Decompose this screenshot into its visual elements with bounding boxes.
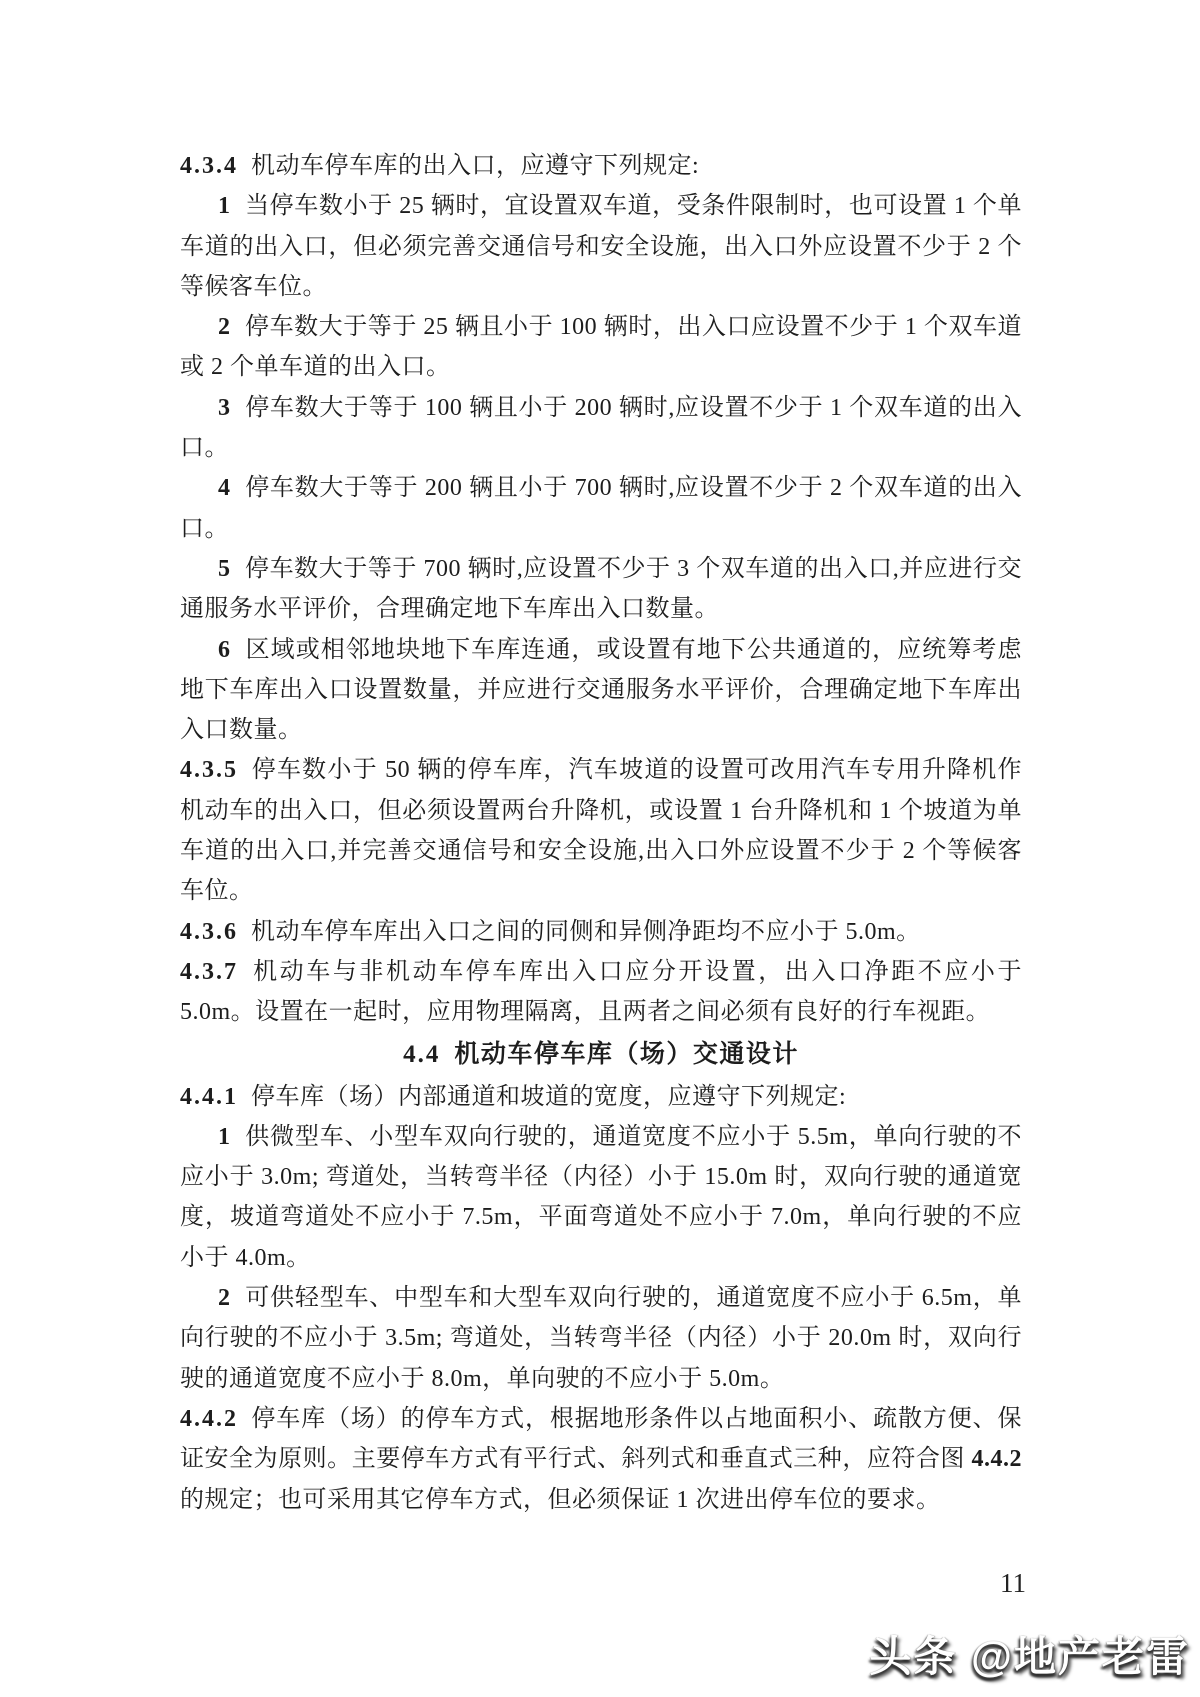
item-number: 1 <box>218 193 232 220</box>
list-item-5 <box>180 549 1022 630</box>
clause-number: 4.3.7 <box>180 958 238 985</box>
list-item-3 <box>180 388 1022 469</box>
item-number: 3 <box>218 394 232 421</box>
clause-number: 4.3.6 <box>180 918 238 945</box>
heading-number: 4.4 <box>403 1040 441 1068</box>
clause-4-3-7 <box>180 952 1022 1033</box>
list-item-4 <box>180 468 1022 549</box>
item-text: 当停车数小于 25 辆时，宜设置双车道，受条件限制时，也可设置 1 个单车道的出入口，但必须完善交通信号和安全设施，出入口外应设置不少于 2 个等候客车位。 <box>180 193 1022 300</box>
item-number: 1 <box>218 1123 232 1150</box>
page-number: 11 <box>1000 1568 1026 1598</box>
clause-4-3-5 <box>180 750 1022 911</box>
item-number: 2 <box>218 314 232 341</box>
item-text: 停车数大于等于 700 辆时,应设置不少于 3 个双车道的出入口,并应进行交通服务水平评价，合理确定地下车库出入口数量。 <box>180 555 1022 623</box>
watermark-toutiao: 头条 @地产老雷 <box>869 1633 1190 1680</box>
item-number: 4 <box>218 475 232 502</box>
item-text: 可供轻型车、中型车和大型车双向行驶的，通道宽度不应小于 6.5m，单向行驶的不应小于 3.5m; 弯道处，当转弯半径（内径）小于 20.0m 时，双向行驶的通道宽度不应小于 8.0m，单向驶的不应小于 5.0m。 <box>180 1285 1022 1392</box>
clause-number: 4.4.2 <box>180 1405 238 1432</box>
item-text: 停车数大于等于 25 辆且小于 100 辆时，出入口应设置不少于 1 个双车道或 2 个单车道的出入口。 <box>180 314 1022 381</box>
list-item-6 <box>180 630 1022 751</box>
clause-4-4-2 <box>180 1399 1022 1520</box>
section-heading-4-4 <box>180 1033 1022 1077</box>
document-body <box>180 146 1022 1520</box>
list-item-2 <box>180 307 1022 388</box>
item-number: 2 <box>218 1285 232 1312</box>
clause-4-4-1 <box>180 1077 1022 1117</box>
clause-4-3-4 <box>180 146 1022 186</box>
figure-reference: 4.4.2 <box>971 1446 1022 1473</box>
list-item-1 <box>180 186 1022 307</box>
heading-text: 机动车停车库（场）交通设计 <box>454 1040 799 1068</box>
clause-text: 停车库（场）的停车方式，根据地形条件以占地面积小、疏散方便、保证安全为原则。主要停车方式有平行式、斜列式和垂直式三种，应符合图 <box>180 1405 1022 1473</box>
item-text: 区域或相邻地块地下车库连通，或设置有地下公共通道的，应统筹考虑地下车库出入口设置数量，并应进行交通服务水平评价，合理确定地下车库出入口数量。 <box>180 636 1022 744</box>
clause-4-3-6 <box>180 912 1022 952</box>
item-number: 6 <box>218 636 232 663</box>
item-text: 停车数大于等于 200 辆且小于 700 辆时,应设置不少于 2 个双车道的出入口。 <box>180 475 1022 542</box>
item-text: 供微型车、小型车双向行驶的，通道宽度不应小于 5.5m，单向行驶的不应小于 3.0m; 弯道处，当转弯半径（内径）小于 15.0m 时，双向行驶的通道宽度，坡道弯道处不应小于 7.5m，平面弯道处不应小于 7.0m，单向行驶的不应小于 4.0m。 <box>180 1123 1022 1271</box>
clause-text: 停车数小于 50 辆的停车库，汽车坡道的设置可改用汽车专用升降机作机动车的出入口，但必须设置两台升降机，或设置 1 台升降机和 1 个坡道为单车道的出入口,并完善交通信号和安全设施,出入口外应设置不少于 2 个等候客车位。 <box>180 757 1022 905</box>
clause-text: 停车库（场）内部通道和坡道的宽度，应遵守下列规定: <box>251 1083 847 1110</box>
clause-text: 机动车停车库的出入口，应遵守下列规定: <box>251 153 700 179</box>
clause-number: 4.3.4 <box>180 153 238 179</box>
clause-text: 机动车停车库出入口之间的同侧和异侧净距均不应小于 5.0m。 <box>251 918 921 945</box>
clause-text: 机动车与非机动车停车库出入口应分开设置，出入口净距不应小于 5.0m。设置在一起时，应用物理隔离，且两者之间必须有良好的行车视距。 <box>180 958 1022 1026</box>
list-item-1 <box>180 1117 1022 1278</box>
list-item-2 <box>180 1278 1022 1399</box>
item-number: 5 <box>218 555 232 582</box>
clause-number: 4.4.1 <box>180 1083 238 1110</box>
clause-number: 4.3.5 <box>180 757 238 784</box>
clause-text: 的规定；也可采用其它停车方式，但必须保证 1 次进出停车位的要求。 <box>180 1486 941 1513</box>
item-text: 停车数大于等于 100 辆且小于 200 辆时,应设置不少于 1 个双车道的出入口。 <box>180 394 1022 462</box>
